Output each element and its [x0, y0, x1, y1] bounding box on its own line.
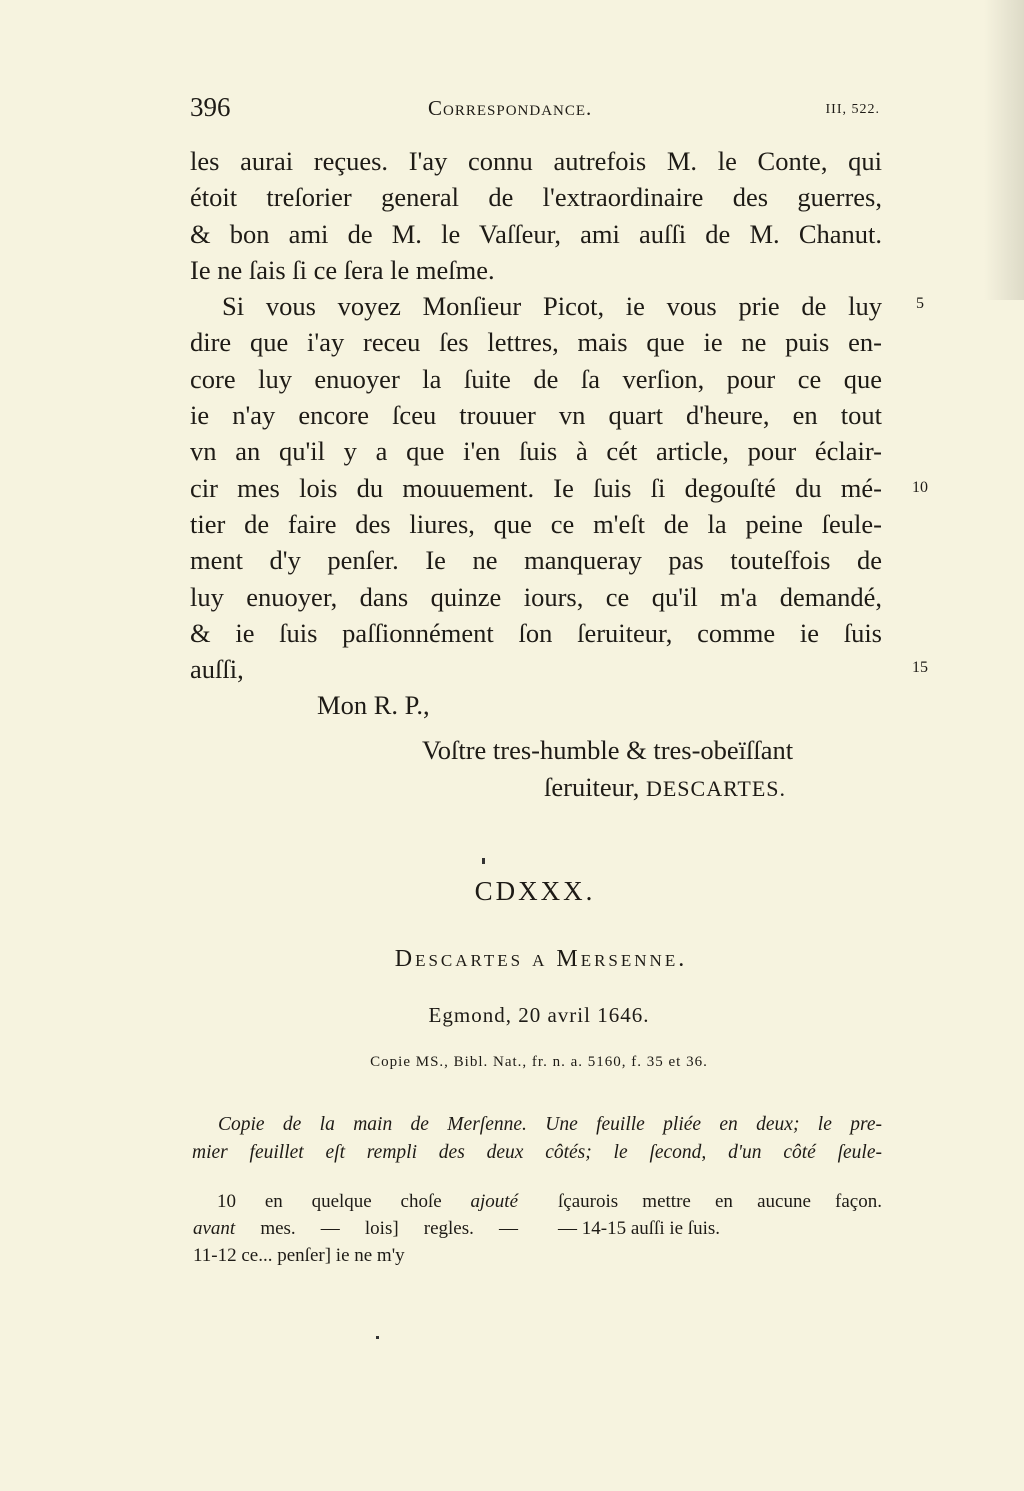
- page-edge-shadow: [984, 0, 1024, 300]
- note-line: mier feuillet eſt rempli des deux côtés; le ſecond, d'un côté ſeule-: [192, 1142, 882, 1163]
- running-title: Correspondance.: [428, 96, 593, 120]
- variant-line: ſçaurois mettre en aucune façon.: [558, 1191, 882, 1212]
- line-number-margin: 15: [912, 659, 928, 676]
- variant-text: 10 en quelque choſe: [217, 1191, 442, 1212]
- body-line: dire que i'ay receu ſes lettres, mais que ie ne puis en-: [190, 327, 882, 358]
- letter-number: CDXXX.: [474, 876, 596, 906]
- print-mark: [376, 1336, 379, 1339]
- signature: DESCARTES.: [645, 776, 787, 801]
- closing-signature-line: [544, 772, 786, 803]
- body-line: ment d'y penſer. Ie ne manqueray pas touteſfois de: [190, 545, 882, 576]
- body-line: étoit treſorier general de l'extraordinaire des guerres,: [190, 182, 882, 213]
- variant-line: — 14-15 auſſi ie ſuis.: [558, 1218, 721, 1239]
- body-line: core luy enuoyer la ſuite de ſa verſion, pour ce que: [190, 363, 882, 394]
- variant-line: [193, 1215, 518, 1242]
- body-line: tier de faire des liures, que ce m'eſt de la peine ſeule-: [190, 508, 882, 539]
- body-line: & ie ſuis paſſionnément ſon ſeruiteur, comme ie ſuis: [190, 617, 882, 648]
- variants-column-left: [193, 1188, 518, 1269]
- volume-reference: III, 522.: [825, 102, 880, 117]
- closing-servant: ſeruiteur,: [544, 772, 640, 802]
- variants-column-right: [558, 1188, 882, 1242]
- body-line: ie n'ay encore ſceu trouuer vn quart d'heure, en tout: [190, 400, 882, 431]
- body-line: auſſi,: [190, 654, 244, 685]
- page-header: [190, 92, 880, 132]
- variant-text-italic: ajouté: [470, 1191, 519, 1212]
- body-line: & bon ami de M. le Vaſſeur, ami auſſi de M. Chanut.: [190, 218, 882, 249]
- line-number-margin: 5: [916, 295, 924, 312]
- page-number: 396: [190, 92, 231, 122]
- letter-heading: Descartes a Mersenne.: [394, 946, 688, 972]
- body-line: cir mes lois du mouuement. Ie ſuis ſi degouſté du mé-: [190, 472, 882, 503]
- line-number-margin: 10: [912, 479, 928, 496]
- body-line: Si vous voyez Monſieur Picot, ie vous prie de luy: [222, 291, 882, 322]
- body-line: Ie ne ſais ſi ce ſera le meſme.: [190, 254, 495, 285]
- body-line: vn an qu'il y a que i'en ſuis à cét article, pour éclair-: [190, 436, 882, 467]
- salutation: Mon R. P.,: [317, 690, 430, 720]
- closing-line: Voſtre tres-humble & tres-obeïſſant: [422, 735, 794, 765]
- note-line: Copie de la main de Merſenne. Une feuille pliée en deux; le pre-: [218, 1114, 882, 1135]
- variant-line: 11-12 ce... penſer] ie ne m'y: [193, 1245, 405, 1266]
- letter-date: Egmond, 20 avril 1646.: [428, 1003, 650, 1027]
- letter-body: [190, 143, 882, 687]
- print-mark: [482, 858, 485, 864]
- body-line: luy enuoyer, dans quinze iours, ce qu'il m'a demandé,: [190, 581, 882, 612]
- body-line: les aurai reçues. I'ay connu autrefois M. le Conte, qui: [190, 146, 882, 176]
- variant-text: mes. — lois] regles. —: [260, 1218, 518, 1239]
- variant-line: [193, 1188, 518, 1215]
- letter-source: Copie MS., Bibl. Nat., fr. n. a. 5160, f. 35 et 36.: [370, 1054, 708, 1070]
- editorial-note: [192, 1111, 882, 1167]
- variant-text-italic: avant: [193, 1218, 236, 1239]
